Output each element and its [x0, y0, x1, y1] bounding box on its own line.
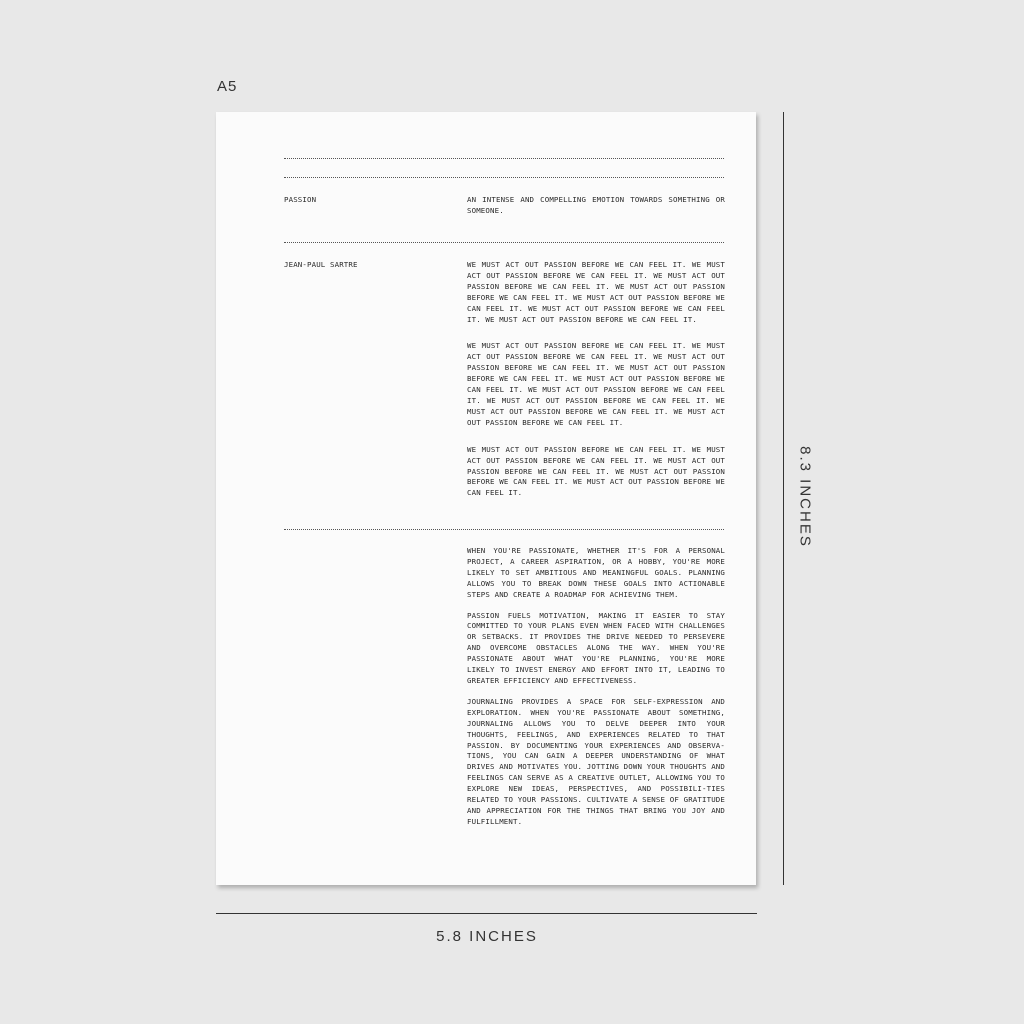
format-label: A5 [217, 78, 238, 95]
width-dimension-label: 5.8 INCHES [436, 928, 538, 945]
dotted-rule [284, 529, 724, 530]
definition-term: PASSION [284, 195, 317, 204]
dotted-rule [284, 158, 724, 159]
quote-author: JEAN-PAUL SARTRE [284, 260, 358, 269]
quote-paragraph: WE MUST ACT OUT PASSION BEFORE WE CAN FEEL IT. WE MUST ACT OUT PASSION BEFORE WE CAN FEEL IT. WE MUST ACT OUT PASSION BEFORE WE CAN FEEL IT. WE MUST ACT OUT PASSION BEFORE WE CAN FEEL IT. WE MUST ACT OUT PASSION BEFORE WE CAN FEEL IT. WE MUST ACT OUT PASSION BEFORE WE CAN FEEL IT. WE MUST ACT OUT PASSION BEFORE WE CAN FEEL IT. WE MUST ACT OUT PASSION BEFORE WE CAN FEEL IT. WE MUST ACT OUT PASSION BEFORE WE CAN FEEL IT. [467, 341, 725, 427]
dotted-rule [284, 177, 724, 178]
width-dimension-line [216, 913, 757, 914]
body-paragraph: WHEN YOU'RE PASSIONATE, WHETHER IT'S FOR A PERSONAL PROJECT, A CAREER ASPIRATION, OR A HOBBY, YOU'RE MORE LIKELY TO SET AMBITIOUS AND MEANINGFUL GOALS. PLANNING ALLOWS YOU TO BREAK DOWN THESE GOALS INTO ACTIONABLE STEPS AND CREATE A ROADMAP FOR ACHIEVING THEM. [467, 546, 725, 599]
body-paragraph: PASSION FUELS MOTIVATION, MAKING IT EASIER TO STAY COMMITTED TO YOUR PLANS EVEN WHEN FACED WITH CHALLENGES OR SETBACKS. IT PROVIDES THE DRIVE NEEDED TO PERSEVERE AND OVERCOME OBSTACLES ALONG THE WAY. WHEN YOU'RE PASSIONATE ABOUT WHAT YOU'RE PLANNING, YOU'RE MORE LIKELY TO INVEST ENERGY AND EFFORT INTO IT, LEADING TO GREATER EFFICIENCY AND EFFECTIVENESS. [467, 610, 725, 685]
a5-page [216, 112, 756, 885]
body-text-block [467, 546, 725, 838]
quote-paragraph: WE MUST ACT OUT PASSION BEFORE WE CAN FEEL IT. WE MUST ACT OUT PASSION BEFORE WE CAN FEEL IT. WE MUST ACT OUT PASSION BEFORE WE CAN FEEL IT. WE MUST ACT OUT PASSION BEFORE WE CAN FEEL IT. WE MUST ACT OUT PASSION BEFORE WE CAN FEEL IT. WE MUST ACT OUT PASSION BEFORE WE CAN FEEL IT. WE MUST ACT OUT PASSION BEFORE WE CAN FEEL IT. [467, 260, 725, 324]
definition-text: AN INTENSE AND COMPELLING EMOTION TOWARDS SOMETHING OR SOMEONE. [467, 195, 725, 215]
height-dimension-line [783, 112, 784, 885]
height-dimension-label: 8.3 INCHES [796, 446, 814, 548]
quote-paragraph: WE MUST ACT OUT PASSION BEFORE WE CAN FEEL IT. WE MUST ACT OUT PASSION BEFORE WE CAN FEEL IT. WE MUST ACT OUT PASSION BEFORE WE CAN FEEL IT. WE MUST ACT OUT PASSION BEFORE WE CAN FEEL IT. WE MUST ACT OUT PASSION BEFORE WE CAN FEEL IT. [467, 444, 725, 498]
dotted-rule [284, 242, 724, 243]
body-paragraph: JOURNALING PROVIDES A SPACE FOR SELF-EXPRESSION AND EXPLORATION. WHEN YOU'RE PASSIONATE ABOUT SOMETHING, JOURNALING ALLOWS YOU TO DELVE DEEPER INTO YOUR THOUGHTS, FEELINGS, AND EXPERIENCES RELATED TO THAT PASSION. BY DOCUMENTING YOUR EXPERIENCES AND OBSERVA-TIONS, YOU CAN GAIN A DEEPER UNDERSTANDING OF WHAT DRIVES AND MOTIVATES YOU. JOTTING DOWN YOUR THOUGHTS AND FEELINGS CAN SERVE AS A CREATIVE OUTLET, ALLOWING YOU TO EXPLORE NEW IDEAS, PERSPECTIVES, AND POSSIBILI-TIES RELATED TO YOUR PASSIONS. CULTIVATE A SENSE OF GRATITUDE AND APPRECIATION FOR THE THINGS THAT BRING YOU JOY AND FULFILLMENT. [467, 696, 725, 826]
quote-block [467, 260, 725, 509]
